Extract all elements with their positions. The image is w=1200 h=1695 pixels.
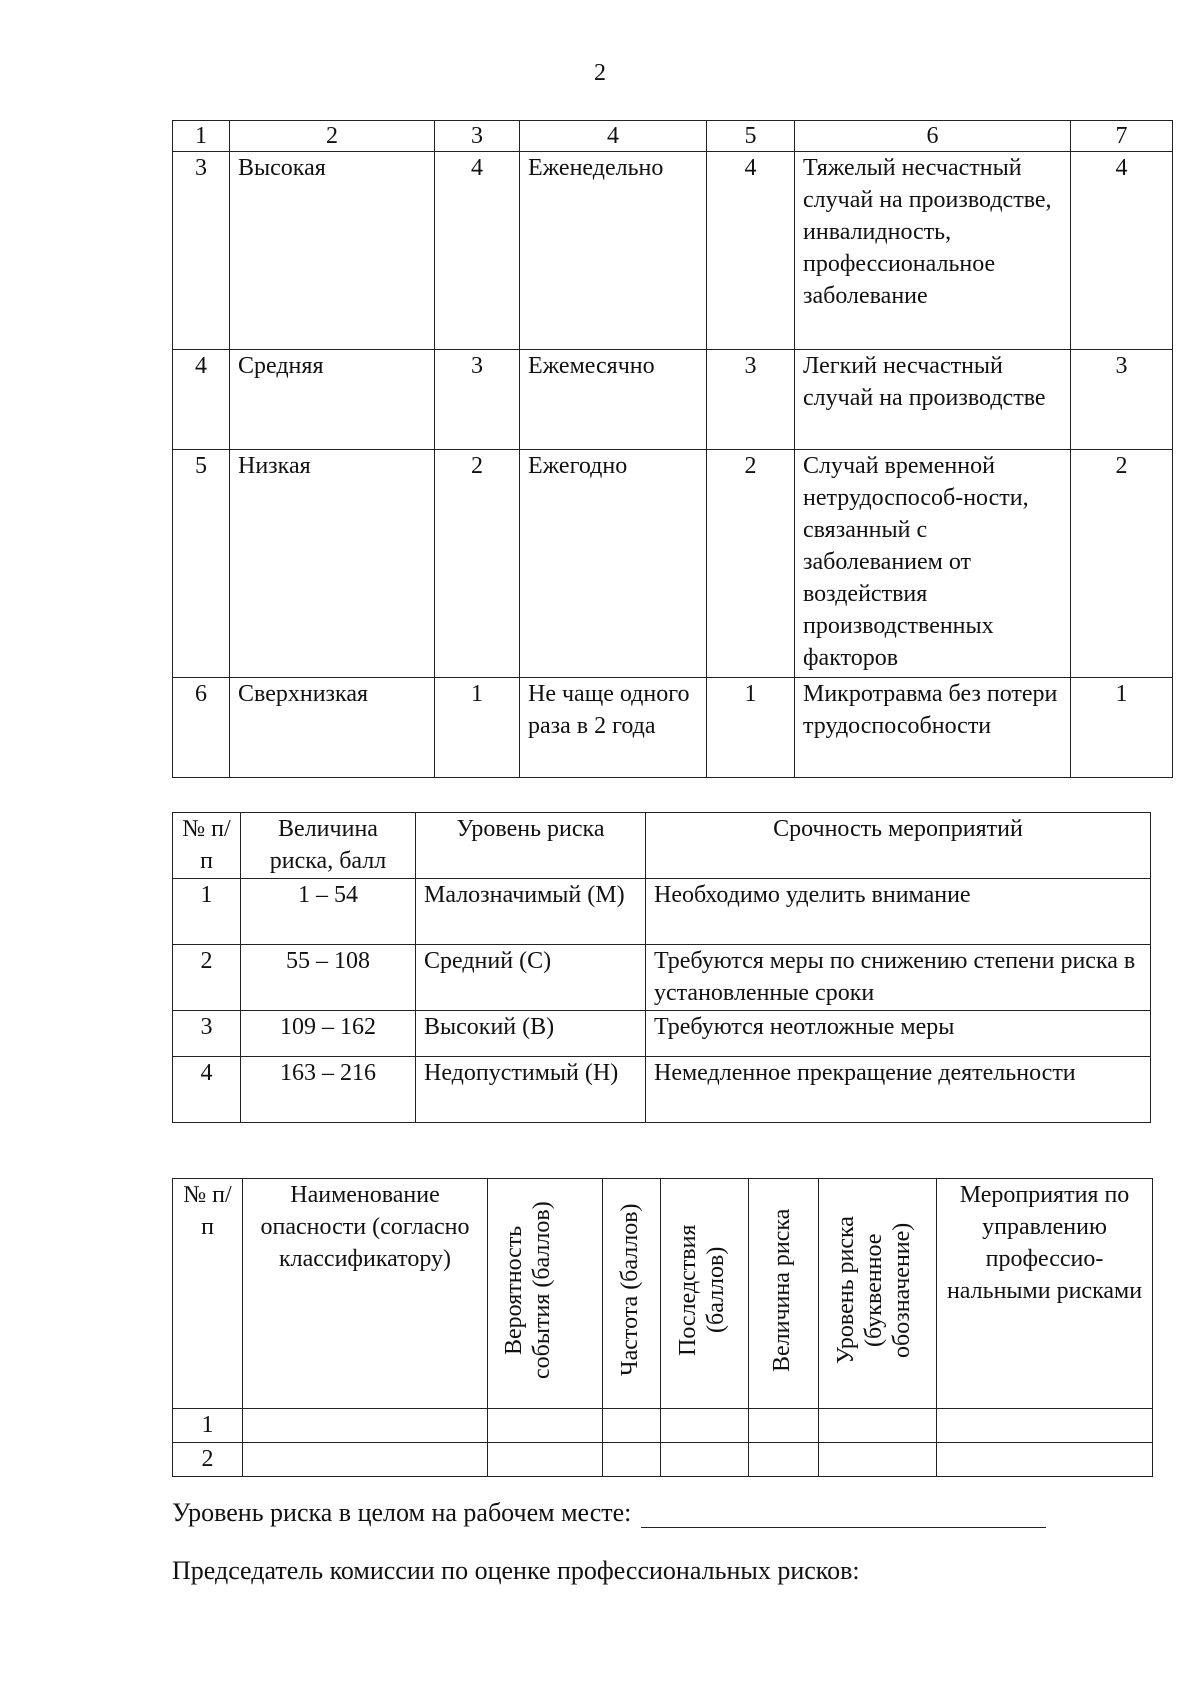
page-number: 2	[594, 60, 606, 86]
header-cell: 7	[1071, 121, 1173, 152]
header-consequences-text: Последствия (баллов)	[674, 1224, 729, 1356]
header-risk-level	[819, 1179, 937, 1409]
header-risk-level-text: Уровень риска (буквенное обозначение)	[832, 1216, 915, 1364]
urgency: Требуются меры по снижению степени риска в установленные сроки	[646, 945, 1151, 1011]
table-row	[173, 350, 1173, 450]
row-number: 2	[173, 1443, 243, 1477]
row-number: 1	[173, 879, 241, 945]
header-cell: 1	[173, 121, 230, 152]
empty-cell	[749, 1409, 819, 1443]
row-number: 5	[173, 450, 230, 678]
table-row	[173, 1011, 1151, 1057]
header-cell: 5	[707, 121, 795, 152]
empty-cell	[488, 1443, 603, 1477]
frequency-score: 4	[707, 152, 795, 350]
table-header-row	[173, 1179, 1153, 1409]
consequence-score: 2	[1071, 450, 1173, 678]
table-row	[173, 1057, 1151, 1123]
consequence-cell: Тяжелый несчастный случай на производстве, инвалидность, профессиональное заболевание	[795, 152, 1071, 350]
consequence-cell: Легкий несчастный случай на производстве	[795, 350, 1071, 450]
empty-cell	[661, 1443, 749, 1477]
header-cell: 6	[795, 121, 1071, 152]
consequence-cell: Случай временной нетрудоспособ-ности, связанный с заболеванием от воздействия производственных факторов	[795, 450, 1071, 678]
row-number: 4	[173, 350, 230, 450]
table-row	[173, 879, 1151, 945]
header-number: № п/п	[173, 813, 241, 879]
overall-risk-label: Уровень риска в целом на рабочем месте:	[172, 1498, 632, 1527]
header-cell: 2	[230, 121, 435, 152]
header-measures: Мероприятия по управлению профессио-нальными рисками	[937, 1179, 1153, 1409]
empty-cell	[819, 1409, 937, 1443]
table-row	[173, 450, 1173, 678]
probability-score: 2	[435, 450, 520, 678]
header-probability-text: Вероятность события (баллов)	[501, 1201, 555, 1379]
empty-cell	[603, 1443, 661, 1477]
header-hazard: Наименование опасности (согласно классификатору)	[243, 1179, 488, 1409]
frequency-cell: Ежемесячно	[520, 350, 707, 450]
table-row	[173, 945, 1151, 1011]
frequency-score: 3	[707, 350, 795, 450]
risk-range: 163 – 216	[241, 1057, 416, 1123]
table-row	[173, 1409, 1153, 1443]
row-number: 6	[173, 678, 230, 778]
risk-range: 109 – 162	[241, 1011, 416, 1057]
frequency-cell: Еженедельно	[520, 152, 707, 350]
table-row	[173, 678, 1173, 778]
header-risk-value-text: Величина риска	[768, 1208, 795, 1372]
probability-score: 1	[435, 678, 520, 778]
table-row	[173, 1443, 1153, 1477]
urgency: Необходимо уделить внимание	[646, 879, 1151, 945]
table-header-row	[173, 813, 1151, 879]
frequency-cell: Не чаще одного раза в 2 года	[520, 678, 707, 778]
row-number: 4	[173, 1057, 241, 1123]
empty-cell	[243, 1443, 488, 1477]
frequency-score: 2	[707, 450, 795, 678]
row-number: 2	[173, 945, 241, 1011]
risk-range: 1 – 54	[241, 879, 416, 945]
risk-level-table	[172, 812, 1151, 1123]
empty-cell	[819, 1443, 937, 1477]
consequence-score: 4	[1071, 152, 1173, 350]
probability-score: 4	[435, 152, 520, 350]
empty-cell	[937, 1443, 1153, 1477]
empty-cell	[603, 1409, 661, 1443]
chairman-label: Председатель комиссии по оценке профессиональных рисков:	[172, 1556, 860, 1585]
consequence-cell: Микротравма без потери трудоспособности	[795, 678, 1071, 778]
empty-cell	[488, 1409, 603, 1443]
overall-risk-line	[172, 1498, 1046, 1528]
frequency-score: 1	[707, 678, 795, 778]
header-cell: 4	[520, 121, 707, 152]
header-frequency	[603, 1179, 661, 1409]
empty-cell	[937, 1409, 1153, 1443]
empty-cell	[243, 1409, 488, 1443]
risk-level: Средний (С)	[416, 945, 646, 1011]
frequency-cell: Ежегодно	[520, 450, 707, 678]
empty-cell	[749, 1443, 819, 1477]
probability-cell: Средняя	[230, 350, 435, 450]
probability-score: 3	[435, 350, 520, 450]
risk-level: Малозначимый (М)	[416, 879, 646, 945]
probability-cell: Сверхнизкая	[230, 678, 435, 778]
urgency: Немедленное прекращение деятельности	[646, 1057, 1151, 1123]
probability-cell: Высокая	[230, 152, 435, 350]
probability-cell: Низкая	[230, 450, 435, 678]
table-row	[173, 152, 1173, 350]
header-risk-value: Величина риска, балл	[241, 813, 416, 879]
overall-risk-blank	[641, 1501, 1046, 1528]
row-number: 1	[173, 1409, 243, 1443]
probability-frequency-table	[172, 120, 1173, 778]
header-probability	[488, 1179, 603, 1409]
urgency: Требуются неотложные меры	[646, 1011, 1151, 1057]
header-frequency-text: Частота (баллов)	[616, 1203, 643, 1377]
empty-cell	[661, 1409, 749, 1443]
risk-assessment-form-table	[172, 1178, 1153, 1477]
header-risk-value	[749, 1179, 819, 1409]
header-risk-level: Уровень риска	[416, 813, 646, 879]
risk-level: Высокий (В)	[416, 1011, 646, 1057]
consequence-score: 3	[1071, 350, 1173, 450]
row-number: 3	[173, 1011, 241, 1057]
table-header-row	[173, 121, 1173, 152]
risk-range: 55 – 108	[241, 945, 416, 1011]
header-number: № п/п	[173, 1179, 243, 1409]
risk-level: Недопустимый (Н)	[416, 1057, 646, 1123]
row-number: 3	[173, 152, 230, 350]
consequence-score: 1	[1071, 678, 1173, 778]
header-urgency: Срочность мероприятий	[646, 813, 1151, 879]
header-consequences	[661, 1179, 749, 1409]
header-cell: 3	[435, 121, 520, 152]
